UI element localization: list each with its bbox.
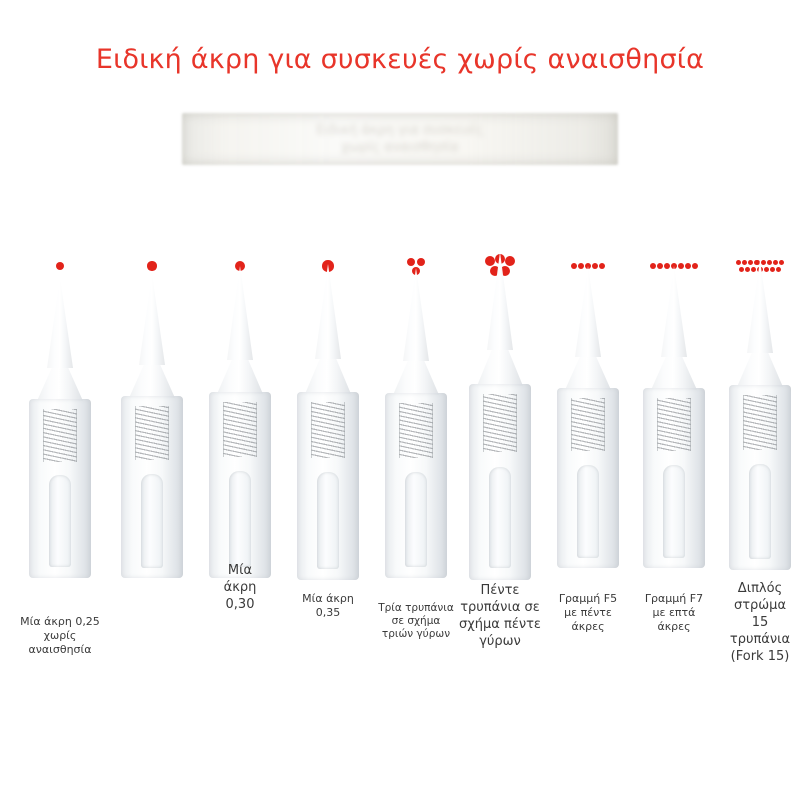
- product-label-line: Μία άκρη 0,25: [20, 615, 100, 628]
- cartridge-illustration: [207, 266, 273, 578]
- product-item-line-f5[interactable]: [540, 230, 636, 750]
- product-label-line: τριών γύρων: [381, 628, 451, 640]
- page-title: Ειδική άκρη για συσκευές χωρίς αναισθησία: [95, 44, 705, 75]
- product-label-line: 0,30: [225, 597, 255, 612]
- cartridge-tip: [227, 266, 253, 360]
- product-label-line: γύρων: [479, 634, 521, 649]
- cartridge-neck: [393, 361, 439, 395]
- needle-dot: [417, 258, 425, 266]
- cartridge-plunger: [405, 472, 427, 567]
- needle-dot: [147, 261, 156, 270]
- cartridge-plunger: [141, 474, 163, 568]
- needle-dot: [56, 262, 64, 270]
- cartridge-illustration: [641, 266, 707, 568]
- cartridge-spring: [399, 403, 433, 458]
- product-item-fork-15[interactable]: [712, 230, 800, 750]
- cartridge-illustration: [727, 260, 793, 570]
- cartridge-spring: [483, 394, 517, 452]
- product-label-line: Μία άκρη: [302, 592, 354, 605]
- product-label-line: Μία: [227, 563, 253, 578]
- cartridge-plunger: [229, 471, 251, 567]
- product-label-line: χωρίς: [43, 629, 77, 642]
- cartridge-plunger: [49, 475, 71, 567]
- product-label-line: τρυπάνια: [729, 632, 791, 647]
- product-label-line: 0,35: [315, 606, 341, 619]
- product-row: [0, 230, 800, 750]
- product-item-single-dot-2[interactable]: [104, 230, 200, 750]
- cartridge-tip: [487, 252, 513, 350]
- cartridge-plunger: [663, 465, 685, 558]
- banner-line-1: Ειδική άκρη για συσκευές: [316, 123, 484, 138]
- cartridge-tip: [139, 274, 165, 365]
- cartridge-illustration: [27, 278, 93, 578]
- cartridge-neck: [217, 360, 263, 394]
- cartridge-illustration: [119, 274, 185, 578]
- cartridge-spring: [223, 402, 257, 457]
- cartridge-neck: [305, 359, 351, 394]
- cartridge-neck: [129, 365, 175, 398]
- cartridge-tip: [747, 260, 773, 353]
- product-label-line: άκρες: [657, 620, 691, 633]
- cartridge-neck: [737, 353, 783, 387]
- cartridge-illustration: [555, 266, 621, 568]
- cartridge-neck: [565, 357, 611, 390]
- product-label-line: αναισθησία: [28, 643, 92, 656]
- product-label-line: Τρία τρυπάνια: [378, 602, 454, 614]
- cartridge-tip: [661, 266, 687, 357]
- cartridge-tip: [403, 268, 429, 361]
- product-label-line: σχήμα πέντε: [459, 617, 541, 632]
- product-item-five-round[interactable]: [452, 230, 548, 750]
- cartridge-illustration: [383, 268, 449, 578]
- product-label-line: Γραμμή F5: [558, 592, 618, 605]
- product-label-line: Πέντε: [480, 583, 520, 598]
- blurred-banner: [182, 113, 618, 165]
- product-label-single-0-25: [0, 615, 120, 657]
- product-label-line: με επτά: [652, 606, 696, 619]
- product-item-single-0-25[interactable]: [12, 230, 108, 750]
- needle-dot: [407, 258, 415, 266]
- cartridge-plunger: [577, 465, 599, 558]
- cartridge-neck: [37, 368, 83, 401]
- banner-line-2: χωρίς αναισθησία: [341, 140, 459, 155]
- product-item-single-0-30[interactable]: [192, 230, 288, 750]
- product-item-single-0-35[interactable]: [280, 230, 376, 750]
- cartridge-spring: [743, 395, 777, 450]
- product-label-line: άκρες: [571, 620, 605, 633]
- cartridge-neck: [477, 350, 523, 386]
- cartridge-plunger: [317, 472, 339, 569]
- cartridge-neck: [651, 357, 697, 390]
- cartridge-plunger: [489, 467, 511, 568]
- cartridge-tip: [575, 266, 601, 357]
- cartridge-spring: [571, 398, 605, 451]
- cartridge-plunger: [749, 464, 771, 559]
- product-label-line: άκρη: [223, 580, 257, 595]
- cartridge-spring: [135, 406, 169, 460]
- product-label-line: τρυπάνια σε: [460, 600, 540, 615]
- product-label-line: Διπλός: [737, 581, 783, 596]
- product-label-line: στρώμα: [733, 598, 787, 613]
- cartridge-spring: [43, 409, 77, 462]
- product-item-line-f7[interactable]: [626, 230, 722, 750]
- cartridge-spring: [311, 402, 345, 458]
- product-label-line: (Fork 15): [730, 649, 790, 664]
- cartridge-illustration: [467, 252, 533, 580]
- cartridge-tip: [315, 264, 341, 359]
- banner-text: [182, 113, 618, 165]
- product-label-fork-15: [700, 580, 800, 665]
- product-label-line: Γραμμή F7: [644, 592, 704, 605]
- product-item-three-round[interactable]: [368, 230, 464, 750]
- cartridge-tip: [47, 278, 73, 368]
- product-label-line: με πέντε: [564, 606, 612, 619]
- cartridge-illustration: [295, 264, 361, 580]
- cartridge-spring: [657, 398, 691, 451]
- product-label-line: 15: [751, 615, 769, 630]
- product-label-line: σε σχήμα: [391, 615, 441, 627]
